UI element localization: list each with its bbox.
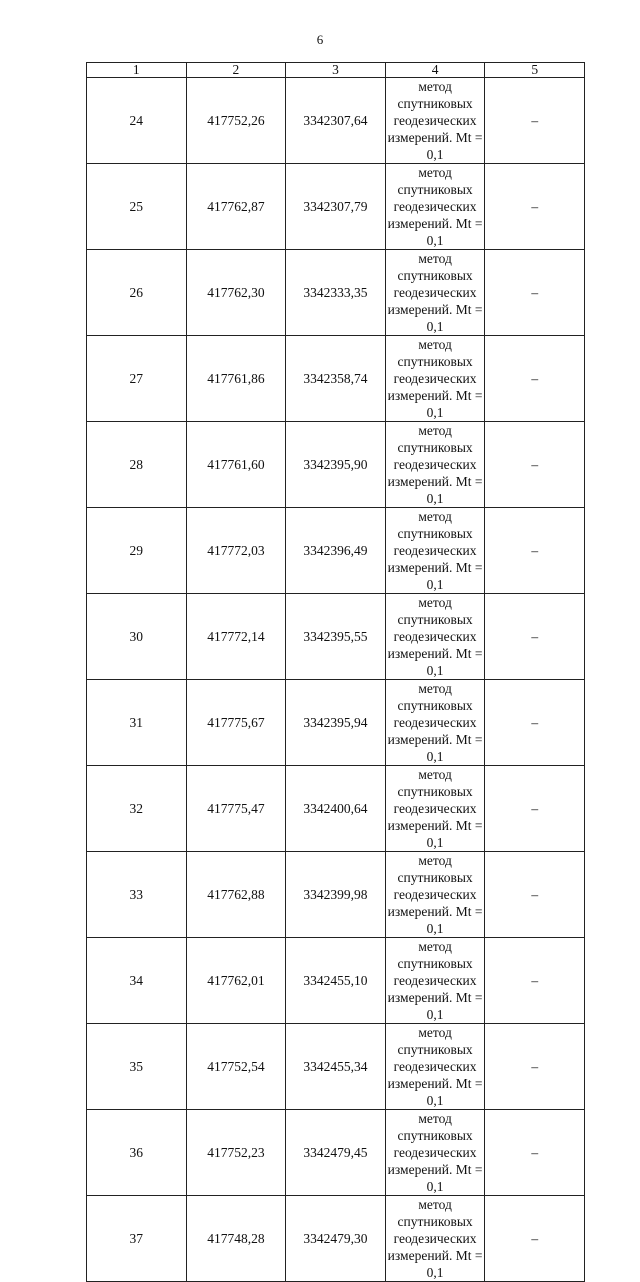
method-cell — [385, 336, 485, 422]
point-number-cell: 26 — [87, 250, 187, 336]
method-line: метод спутниковых — [397, 165, 473, 197]
method-text — [386, 1196, 485, 1281]
point-number-cell: 36 — [87, 1110, 187, 1196]
method-text — [386, 680, 485, 765]
coordinates-table — [86, 62, 585, 1282]
x-coordinate-cell: 417752,23 — [186, 1110, 286, 1196]
method-cell — [385, 422, 485, 508]
y-coordinate-cell: 3342396,49 — [286, 508, 386, 594]
method-line: измерений. Mt = 0,1 — [387, 732, 483, 764]
x-coordinate-cell: 417762,87 — [186, 164, 286, 250]
table-row — [87, 1024, 585, 1110]
method-line: измерений. Mt = 0,1 — [387, 560, 483, 592]
method-line: геодезических — [393, 457, 477, 472]
page-number: 6 — [316, 32, 324, 47]
method-line: геодезических — [393, 973, 477, 988]
method-text — [386, 336, 485, 421]
note-cell: – — [485, 336, 585, 422]
method-line: геодезических — [393, 113, 477, 128]
point-number-cell: 28 — [87, 422, 187, 508]
x-coordinate-cell: 417752,54 — [186, 1024, 286, 1110]
method-text — [386, 938, 485, 1023]
method-cell — [385, 164, 485, 250]
method-cell — [385, 1024, 485, 1110]
method-line: измерений. Mt = 0,1 — [387, 388, 483, 420]
x-coordinate-cell: 417761,60 — [186, 422, 286, 508]
note-cell: – — [485, 1196, 585, 1282]
method-text — [386, 1024, 485, 1109]
point-number-cell: 25 — [87, 164, 187, 250]
method-cell — [385, 852, 485, 938]
method-line: геодезических — [393, 371, 477, 386]
column-header-1: 1 — [87, 63, 187, 78]
table-row — [87, 1196, 585, 1282]
method-line: геодезических — [393, 887, 477, 902]
note-cell: – — [485, 1024, 585, 1110]
method-line: геодезических — [393, 715, 477, 730]
table-body — [87, 78, 585, 1282]
method-text — [386, 422, 485, 507]
method-cell — [385, 250, 485, 336]
point-number-cell: 37 — [87, 1196, 187, 1282]
method-cell — [385, 1110, 485, 1196]
table-row — [87, 336, 585, 422]
method-line: измерений. Mt = 0,1 — [387, 302, 483, 334]
method-line: геодезических — [393, 1231, 477, 1246]
method-line: измерений. Mt = 0,1 — [387, 1162, 483, 1194]
note-cell: – — [485, 594, 585, 680]
method-cell — [385, 1196, 485, 1282]
y-coordinate-cell: 3342479,45 — [286, 1110, 386, 1196]
note-cell: – — [485, 766, 585, 852]
method-line: измерений. Mt = 0,1 — [387, 818, 483, 850]
y-coordinate-cell: 3342479,30 — [286, 1196, 386, 1282]
method-line: метод спутниковых — [397, 853, 473, 885]
y-coordinate-cell: 3342307,79 — [286, 164, 386, 250]
method-line: метод спутниковых — [397, 337, 473, 369]
method-text — [386, 852, 485, 937]
x-coordinate-cell: 417762,01 — [186, 938, 286, 1024]
x-coordinate-cell: 417752,26 — [186, 78, 286, 164]
method-line: геодезических — [393, 629, 477, 644]
y-coordinate-cell: 3342358,74 — [286, 336, 386, 422]
method-line: геодезических — [393, 285, 477, 300]
point-number-cell: 30 — [87, 594, 187, 680]
table-row — [87, 78, 585, 164]
y-coordinate-cell: 3342395,90 — [286, 422, 386, 508]
y-coordinate-cell: 3342455,10 — [286, 938, 386, 1024]
method-line: геодезических — [393, 1145, 477, 1160]
column-header-2: 2 — [186, 63, 286, 78]
method-line: измерений. Mt = 0,1 — [387, 216, 483, 248]
table-row — [87, 938, 585, 1024]
method-text — [386, 1110, 485, 1195]
method-line: метод спутниковых — [397, 1025, 473, 1057]
table-row — [87, 766, 585, 852]
column-header-5: 5 — [485, 63, 585, 78]
column-header-3: 3 — [286, 63, 386, 78]
method-line: измерений. Mt = 0,1 — [387, 904, 483, 936]
table-row — [87, 250, 585, 336]
x-coordinate-cell: 417772,14 — [186, 594, 286, 680]
method-line: измерений. Mt = 0,1 — [387, 646, 483, 678]
x-coordinate-cell: 417761,86 — [186, 336, 286, 422]
table-row — [87, 680, 585, 766]
method-text — [386, 250, 485, 335]
method-line: измерений. Mt = 0,1 — [387, 1076, 483, 1108]
method-line: метод спутниковых — [397, 79, 473, 111]
y-coordinate-cell: 3342399,98 — [286, 852, 386, 938]
note-cell: – — [485, 852, 585, 938]
method-line: метод спутниковых — [397, 681, 473, 713]
method-cell — [385, 938, 485, 1024]
y-coordinate-cell: 3342400,64 — [286, 766, 386, 852]
point-number-cell: 33 — [87, 852, 187, 938]
x-coordinate-cell: 417762,30 — [186, 250, 286, 336]
table-row — [87, 594, 585, 680]
method-line: метод спутниковых — [397, 595, 473, 627]
point-number-cell: 24 — [87, 78, 187, 164]
method-line: метод спутниковых — [397, 509, 473, 541]
method-cell — [385, 766, 485, 852]
method-line: метод спутниковых — [397, 251, 473, 283]
method-line: метод спутниковых — [397, 423, 473, 455]
method-line: метод спутниковых — [397, 1111, 473, 1143]
method-line: измерений. Mt = 0,1 — [387, 990, 483, 1022]
point-number-cell: 35 — [87, 1024, 187, 1110]
column-header-4: 4 — [385, 63, 485, 78]
x-coordinate-cell: 417762,88 — [186, 852, 286, 938]
method-text — [386, 594, 485, 679]
table-row — [87, 422, 585, 508]
table-row — [87, 852, 585, 938]
y-coordinate-cell: 3342333,35 — [286, 250, 386, 336]
point-number-cell: 34 — [87, 938, 187, 1024]
table-row — [87, 1110, 585, 1196]
method-line: метод спутниковых — [397, 939, 473, 971]
point-number-cell: 31 — [87, 680, 187, 766]
method-text — [386, 164, 485, 249]
method-line: измерений. Mt = 0,1 — [387, 1248, 483, 1280]
note-cell: – — [485, 938, 585, 1024]
y-coordinate-cell: 3342307,64 — [286, 78, 386, 164]
note-cell: – — [485, 78, 585, 164]
method-line: геодезических — [393, 1059, 477, 1074]
table-header-row — [87, 63, 585, 78]
y-coordinate-cell: 3342395,94 — [286, 680, 386, 766]
method-line: измерений. Mt = 0,1 — [387, 130, 483, 162]
method-line: измерений. Mt = 0,1 — [387, 474, 483, 506]
method-line: метод спутниковых — [397, 767, 473, 799]
point-number-cell: 32 — [87, 766, 187, 852]
y-coordinate-cell: 3342395,55 — [286, 594, 386, 680]
note-cell: – — [485, 680, 585, 766]
method-cell — [385, 508, 485, 594]
method-line: метод спутниковых — [397, 1197, 473, 1229]
method-text — [386, 78, 485, 163]
point-number-cell: 29 — [87, 508, 187, 594]
x-coordinate-cell: 417748,28 — [186, 1196, 286, 1282]
x-coordinate-cell: 417772,03 — [186, 508, 286, 594]
note-cell: – — [485, 164, 585, 250]
x-coordinate-cell: 417775,67 — [186, 680, 286, 766]
method-cell — [385, 78, 485, 164]
table-row — [87, 508, 585, 594]
method-cell — [385, 680, 485, 766]
x-coordinate-cell: 417775,47 — [186, 766, 286, 852]
method-cell — [385, 594, 485, 680]
method-line: геодезических — [393, 543, 477, 558]
note-cell: – — [485, 1110, 585, 1196]
note-cell: – — [485, 508, 585, 594]
method-line: геодезических — [393, 801, 477, 816]
note-cell: – — [485, 250, 585, 336]
y-coordinate-cell: 3342455,34 — [286, 1024, 386, 1110]
method-text — [386, 508, 485, 593]
point-number-cell: 27 — [87, 336, 187, 422]
note-cell: – — [485, 422, 585, 508]
table-row — [87, 164, 585, 250]
method-line: геодезических — [393, 199, 477, 214]
method-text — [386, 766, 485, 851]
